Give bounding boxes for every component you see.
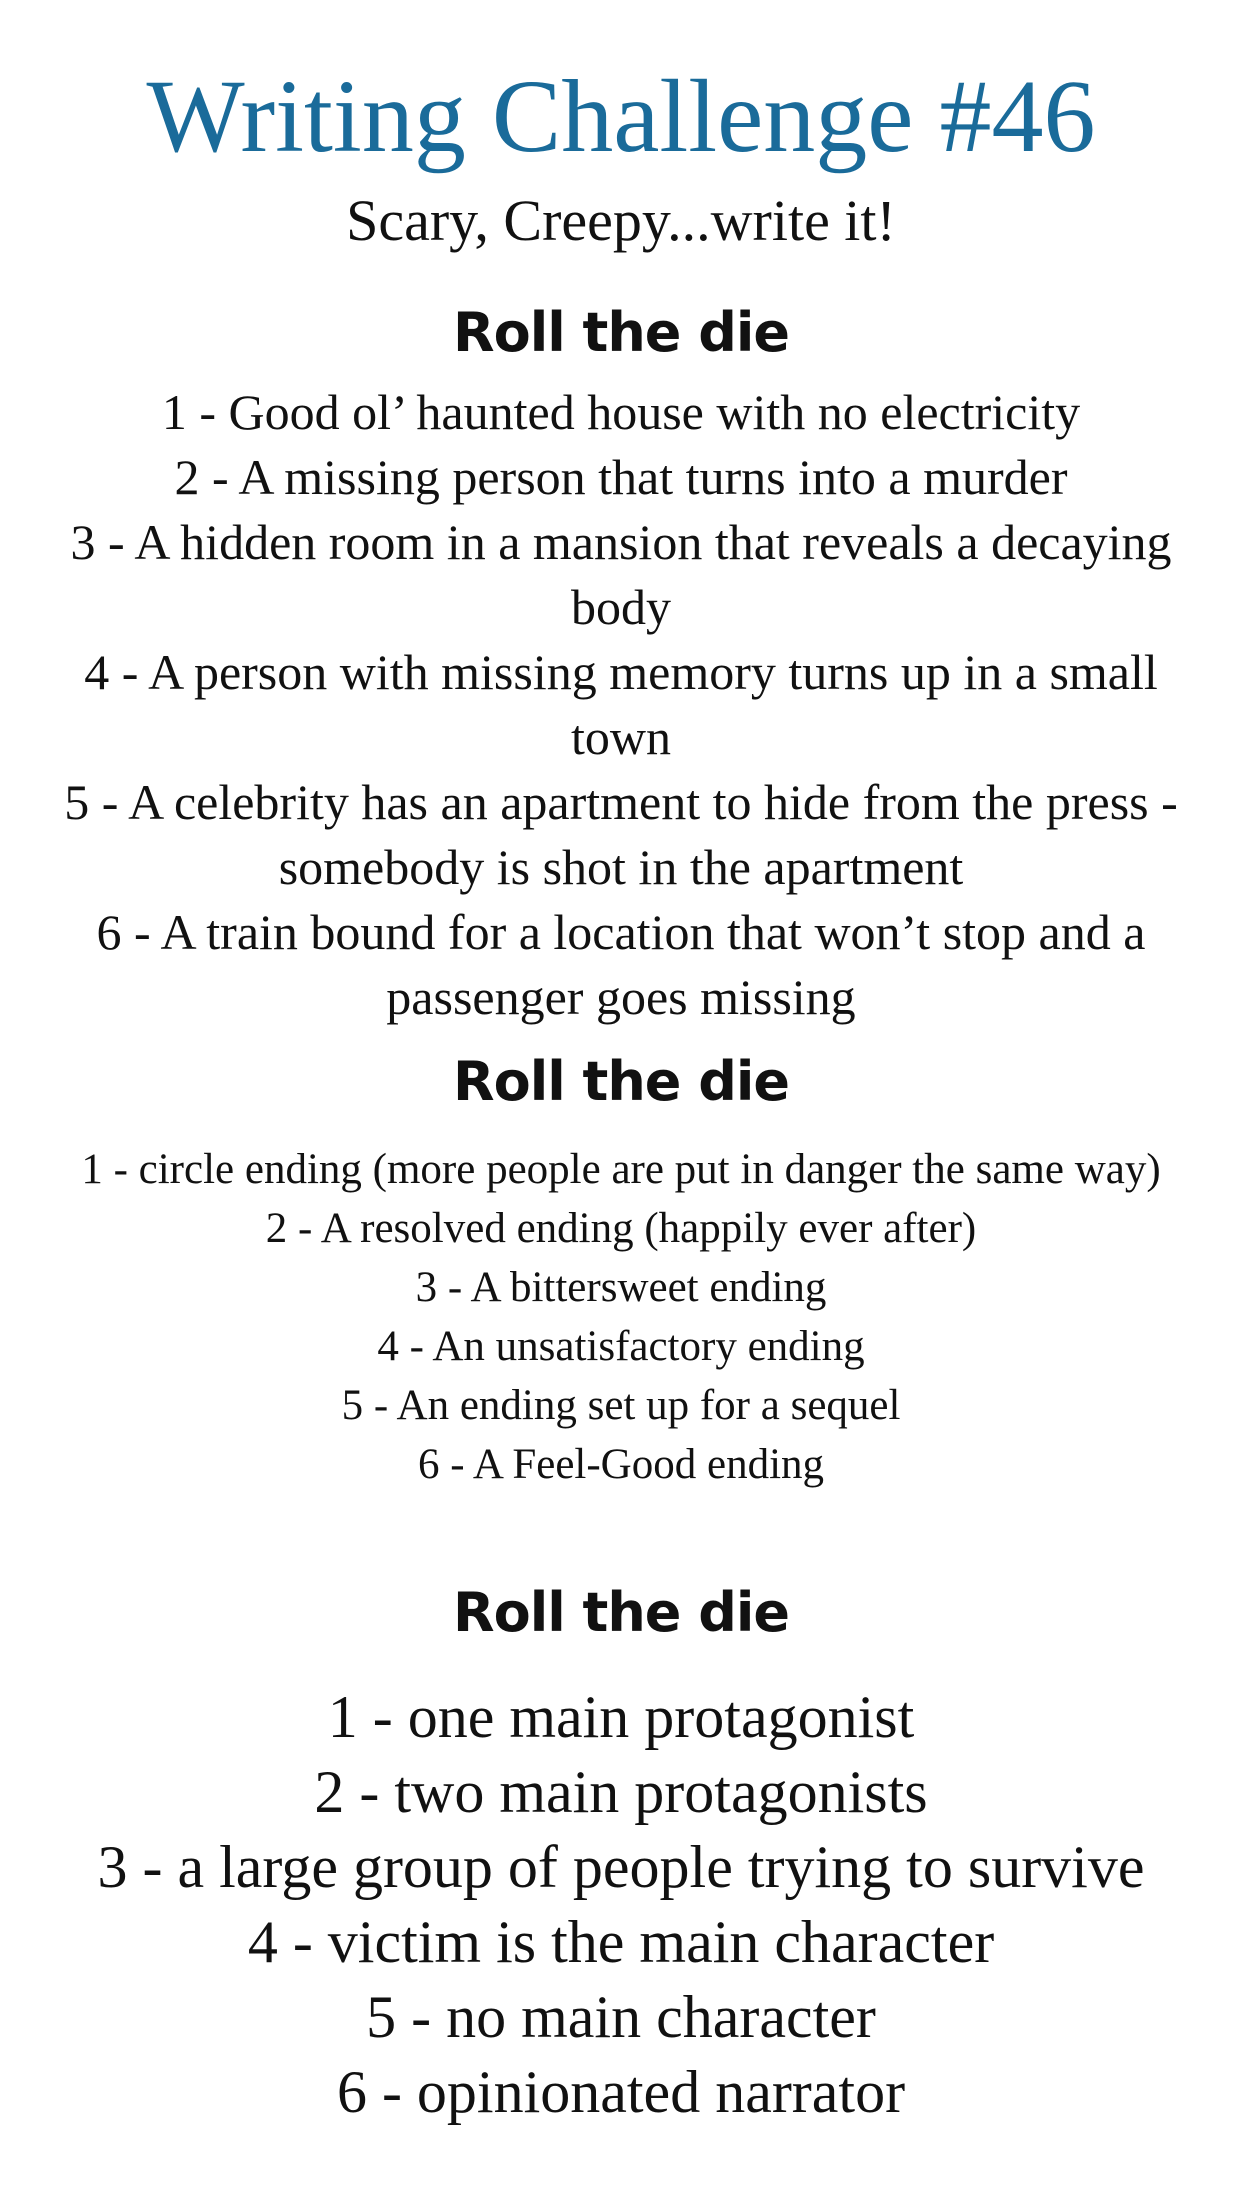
list-item: 1 - one main protagonist (327, 1684, 915, 1750)
list-item: 6 - A train bound for a location that won’t stop and a passenger goes missing (96, 904, 1146, 1025)
list-item: 6 - opinionated narrator (336, 2059, 906, 2125)
list-item: 6 - A Feel-Good ending (417, 1441, 825, 1488)
list-item: 4 - An unsatisfactory ending (377, 1323, 865, 1370)
list-item: 3 - a large group of people trying to survive (97, 1834, 1145, 1900)
section-heading-ending: Roll the die (453, 1050, 789, 1113)
section-heading-setting: Roll the die (453, 301, 789, 364)
list-item: 5 - An ending set up for a sequel (341, 1382, 901, 1429)
list-item: 1 - Good ol’ haunted house with no electricity (161, 384, 1081, 440)
setting-options-list (40, 380, 1202, 1030)
list-item: 2 - A missing person that turns into a murder (174, 449, 1068, 505)
list-item: 4 - A person with missing memory turns up in a small town (84, 644, 1158, 765)
list-item: 2 - two main protagonists (314, 1759, 928, 1825)
ending-options-list (40, 1140, 1202, 1494)
list-item: 3 - A bittersweet ending (415, 1264, 827, 1311)
protagonist-options-list (40, 1680, 1202, 2130)
page-subtitle: Scary, Creepy...write it! (346, 188, 896, 253)
page-title: Writing Challenge #46 (146, 59, 1096, 174)
list-item: 2 - A resolved ending (happily ever after) (265, 1205, 977, 1252)
list-item: 4 - victim is the main character (247, 1909, 995, 1975)
list-item: 5 - A celebrity has an apartment to hide from the press - somebody is shot in the apartment (64, 774, 1178, 895)
list-item: 3 - A hidden room in a mansion that reveals a decaying body (70, 514, 1172, 635)
section-heading-protagonist: Roll the die (453, 1581, 789, 1644)
list-item: 5 - no main character (366, 1984, 876, 2050)
list-item: 1 - circle ending (more people are put in danger the same way) (81, 1146, 1161, 1193)
